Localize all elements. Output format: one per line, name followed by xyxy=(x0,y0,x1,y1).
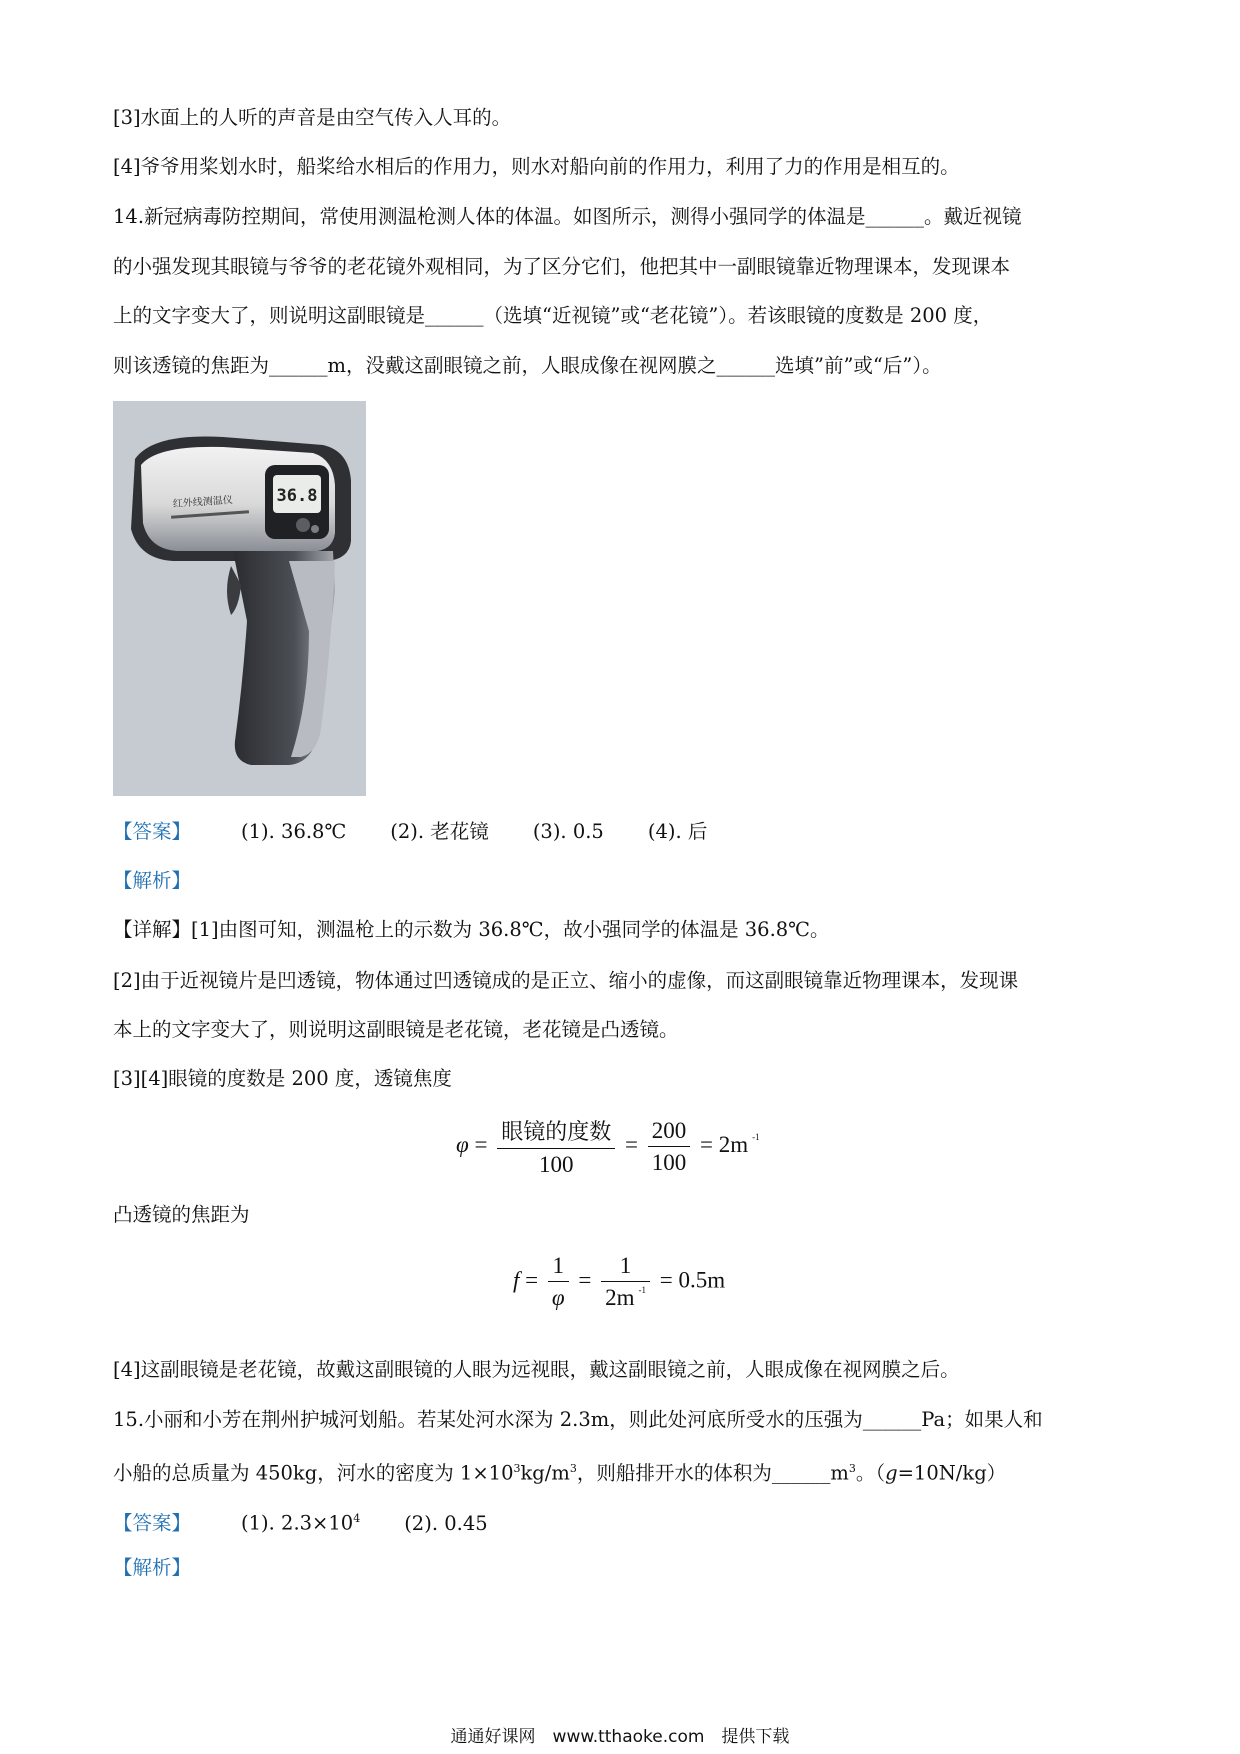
fraction xyxy=(548,1253,569,1311)
q15-variable-g: g xyxy=(885,1461,898,1485)
answer-line-q15 xyxy=(113,1504,488,1539)
answer-tag: 【答案】 xyxy=(113,820,192,843)
answer-1-value: (1). 2.3×10 xyxy=(241,1511,354,1535)
answer-line-q14 xyxy=(113,817,707,847)
page-footer: 通通好课网 www.tthaoke.com 提供下载 xyxy=(450,1727,790,1747)
answer-1: (1). 36.8℃ xyxy=(241,820,347,843)
denominator-superscript: -1 xyxy=(638,1285,646,1295)
formula-lhs: φ xyxy=(456,1131,469,1157)
formula-lhs: f xyxy=(513,1267,520,1293)
question-14-line-2: 的小强发现其眼镜与爷爷的老花镜外观相同，为了区分它们，他把其中一副眼镜靠近物理课本，发现课本 xyxy=(113,255,1011,278)
detail-line-2a: [2]由于近视镜片是凹透镜，物体通过凹透镜成的是正立、缩小的虚像，而这副眼镜靠近物理课本，发现课 xyxy=(113,969,1019,992)
question-14-line-1: 14.新冠病毒防控期间，常使用测温枪测人体的体温。如图所示，测得小强同学的体温是______。戴近视镜 xyxy=(113,205,1022,228)
answer-1 xyxy=(241,1504,360,1539)
detail-line-1 xyxy=(113,915,830,945)
analysis-tag-line-q15 xyxy=(113,1553,191,1583)
formula-focal-power xyxy=(456,1115,760,1178)
formula-focal-length xyxy=(513,1253,725,1311)
text-line: [4]爷爷用桨划水时，船桨给水相后的作用力，则水对船向前的作用力，利用了力的作用是相互的。 xyxy=(113,155,960,178)
q15-superscript: 3 xyxy=(848,1462,856,1475)
detail-line-3: [3][4]眼镜的度数是 200 度，透镜焦度 xyxy=(113,1067,452,1090)
answer-3: (3). 0.5 xyxy=(532,820,604,843)
text-line: [3]水面上的人听的声音是由空气传入人耳的。 xyxy=(113,106,512,129)
thermometer-gun-photo xyxy=(113,401,366,796)
formula-result: = 0.5m xyxy=(659,1267,726,1293)
analysis-tag: 【解析】 xyxy=(113,869,192,892)
analysis-tag: 【解析】 xyxy=(113,1556,192,1579)
formula-equals: = xyxy=(624,1131,638,1157)
formula-result: = 2m xyxy=(699,1131,749,1157)
answer-1-superscript: 4 xyxy=(353,1512,361,1525)
formula-equals: = xyxy=(578,1267,592,1293)
question-15-line-1: 15.小丽和小芳在荆州护城河划船。若某处河水深为 2.3m，则此处河底所受水的压强为______Pa；如果人和 xyxy=(113,1408,1043,1431)
q15-superscript: 3 xyxy=(569,1462,577,1475)
thermometer-display-value: 36.8 xyxy=(276,486,318,506)
fraction-numerator: 200 xyxy=(648,1118,691,1147)
fraction-denominator: φ xyxy=(551,1285,565,1310)
fraction xyxy=(601,1253,650,1311)
question-15-line-2 xyxy=(113,1454,1006,1489)
q15-text: =10N/kg） xyxy=(897,1461,1007,1485)
fraction-numerator: 眼镜的度数 xyxy=(497,1115,615,1149)
detail-line-4: 凸透镜的焦距为 xyxy=(113,1203,250,1226)
analysis-tag-line xyxy=(113,866,191,896)
fraction-denominator: 100 xyxy=(538,1152,574,1177)
thermometer-gun-illustration xyxy=(113,401,366,796)
fraction xyxy=(648,1118,691,1176)
q15-text: kg/m xyxy=(520,1461,570,1485)
question-14-line-4: 则该透镜的焦距为______m，没戴这副眼镜之前，人眼成像在视网膜之______选填”前”或“后”）。 xyxy=(113,354,942,377)
answer-4: (4). 后 xyxy=(647,820,708,843)
thermometer-label: 红外线测温仪 xyxy=(172,494,234,511)
fraction-denominator xyxy=(601,1282,650,1311)
formula-superscript: -1 xyxy=(752,1131,760,1142)
q15-text: 。（ xyxy=(855,1461,886,1485)
detail-tag: 【详解】 xyxy=(113,918,192,941)
answer-2: (2). 老花镜 xyxy=(390,820,489,843)
q15-text: ，则船排开水的体积为______m xyxy=(576,1461,849,1485)
formula-equals: = xyxy=(474,1131,488,1157)
fraction-numerator: 1 xyxy=(601,1253,650,1282)
q15-text: 小船的总质量为 450kg，河水的密度为 1×10 xyxy=(113,1461,514,1485)
answer-2: (2). 0.45 xyxy=(404,1511,488,1535)
formula-equals: = xyxy=(525,1267,539,1293)
fraction xyxy=(497,1115,615,1178)
q15-superscript: 3 xyxy=(513,1462,521,1475)
answer-tag: 【答案】 xyxy=(113,1511,192,1535)
fraction-denominator: 100 xyxy=(651,1149,687,1175)
detail-line-2b: 本上的文字变大了，则说明这副眼镜是老花镜，老花镜是凸透镜。 xyxy=(113,1018,679,1041)
denominator-value: 2m xyxy=(605,1285,635,1310)
detail-line-5: [4]这副眼镜是老花镜，故戴这副眼镜的人眼为远视眼，戴这副眼镜之前，人眼成像在视网膜之后。 xyxy=(113,1358,960,1381)
detail-text: [1]由图可知，测温枪上的示数为 36.8℃，故小强同学的体温是 36.8℃。 xyxy=(191,918,830,941)
fraction-numerator: 1 xyxy=(548,1253,569,1282)
question-14-line-3: 上的文字变大了，则说明这副眼镜是______（选填“近视镜”或“老花镜”）。若该眼镜的度数是 200 度， xyxy=(113,304,993,327)
